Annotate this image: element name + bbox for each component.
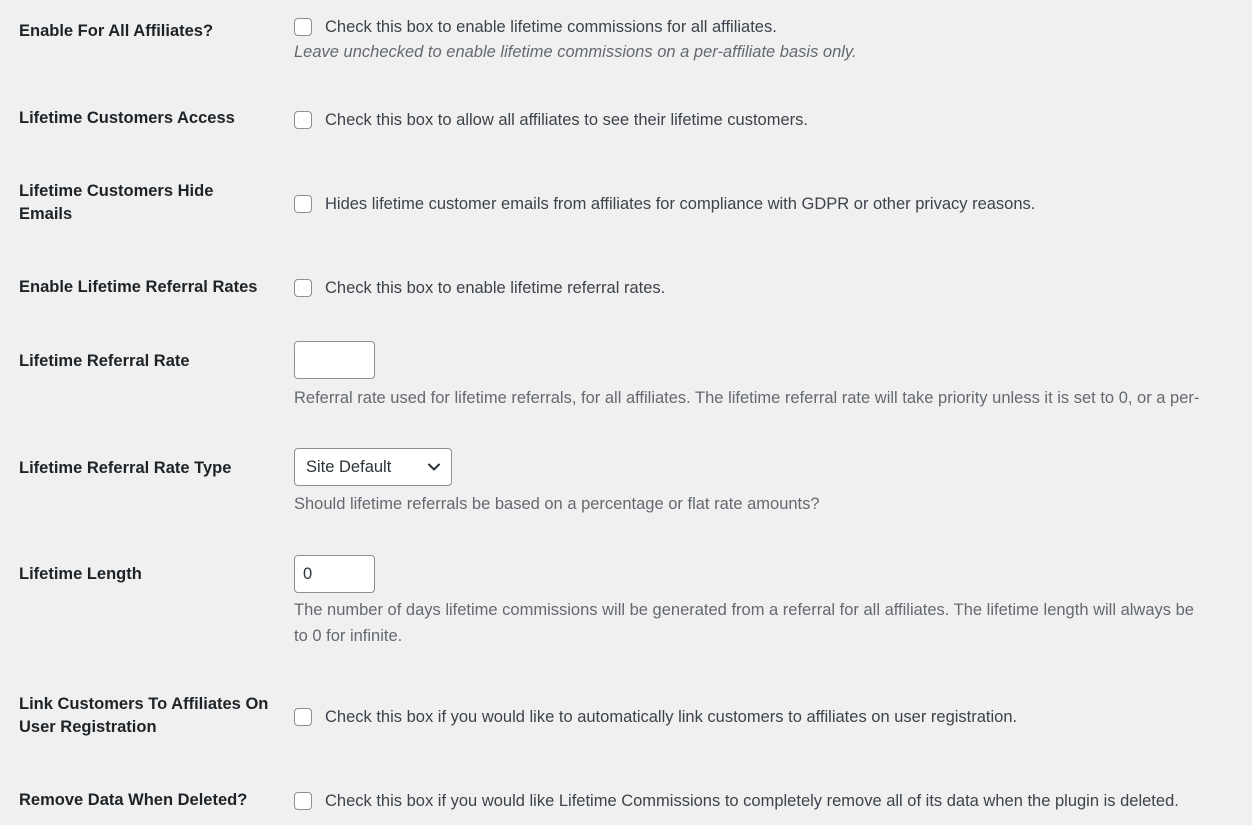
link-customers-checkbox-label[interactable]: [294, 706, 1252, 728]
setting-label: Remove Data When Deleted?: [19, 791, 248, 809]
setting-label: Lifetime Customers Access: [19, 109, 235, 127]
label-line: Lifetime Customers Hide: [19, 182, 214, 200]
label-line: User Registration: [19, 718, 157, 736]
enable-referral-rates-checkbox[interactable]: [294, 279, 312, 297]
setting-label: Lifetime Referral Rate Type: [19, 459, 232, 477]
setting-label: [19, 180, 274, 226]
setting-label: [19, 693, 274, 739]
label-line: Emails: [19, 205, 73, 223]
setting-label: Enable For All Affiliates?: [19, 22, 214, 40]
field-description: Should lifetime referrals be based on a percentage or flat rate amounts?: [294, 495, 820, 513]
enable-all-affiliates-checkbox-label[interactable]: [294, 16, 1252, 38]
remove-data-checkbox[interactable]: [294, 792, 312, 810]
label-line: Link Customers To Affiliates On: [19, 695, 269, 713]
field-description-line: to 0 for infinite.: [294, 627, 403, 645]
referral-rate-type-select[interactable]: [294, 448, 452, 486]
checkbox-description: Check this box to enable lifetime commissions for all affiliates.: [325, 18, 777, 36]
setting-label: Lifetime Length: [19, 565, 142, 583]
checkbox-description: Hides lifetime customer emails from affiliates for compliance with GDPR or other privacy reasons.: [325, 195, 1036, 213]
checkbox-description: Check this box to allow all affiliates to see their lifetime customers.: [325, 111, 808, 129]
customers-access-checkbox[interactable]: [294, 111, 312, 129]
field-description: Leave unchecked to enable lifetime commissions on a per-affiliate basis only.: [294, 43, 857, 61]
field-description: Referral rate used for lifetime referrals, for all affiliates. The lifetime referral rate will take priority unless it is set to 0, or a per-: [294, 389, 1200, 407]
customers-access-checkbox-label[interactable]: [294, 109, 1252, 131]
enable-all-affiliates-checkbox[interactable]: [294, 18, 312, 36]
setting-label: Enable Lifetime Referral Rates: [19, 278, 258, 296]
hide-emails-checkbox-label[interactable]: [294, 193, 1252, 215]
field-description-line: The number of days lifetime commissions will be generated from a referral for all affiliates. The lifetime length will always be: [294, 601, 1194, 619]
lifetime-length-input[interactable]: [294, 555, 375, 593]
select-value: Site Default: [306, 457, 392, 476]
enable-referral-rates-checkbox-label[interactable]: [294, 277, 1252, 299]
link-customers-checkbox[interactable]: [294, 708, 312, 726]
setting-label: Lifetime Referral Rate: [19, 352, 190, 370]
checkbox-description: Check this box if you would like to automatically link customers to affiliates on user registration.: [325, 708, 1018, 726]
checkbox-description: Check this box to enable lifetime referral rates.: [325, 279, 666, 297]
hide-emails-checkbox[interactable]: [294, 195, 312, 213]
referral-rate-input[interactable]: [294, 341, 375, 379]
chevron-down-icon: [427, 462, 441, 472]
remove-data-checkbox-label[interactable]: [294, 790, 1252, 812]
checkbox-description: Check this box if you would like Lifetime Commissions to completely remove all of its data when the plugin is deleted.: [325, 792, 1179, 810]
